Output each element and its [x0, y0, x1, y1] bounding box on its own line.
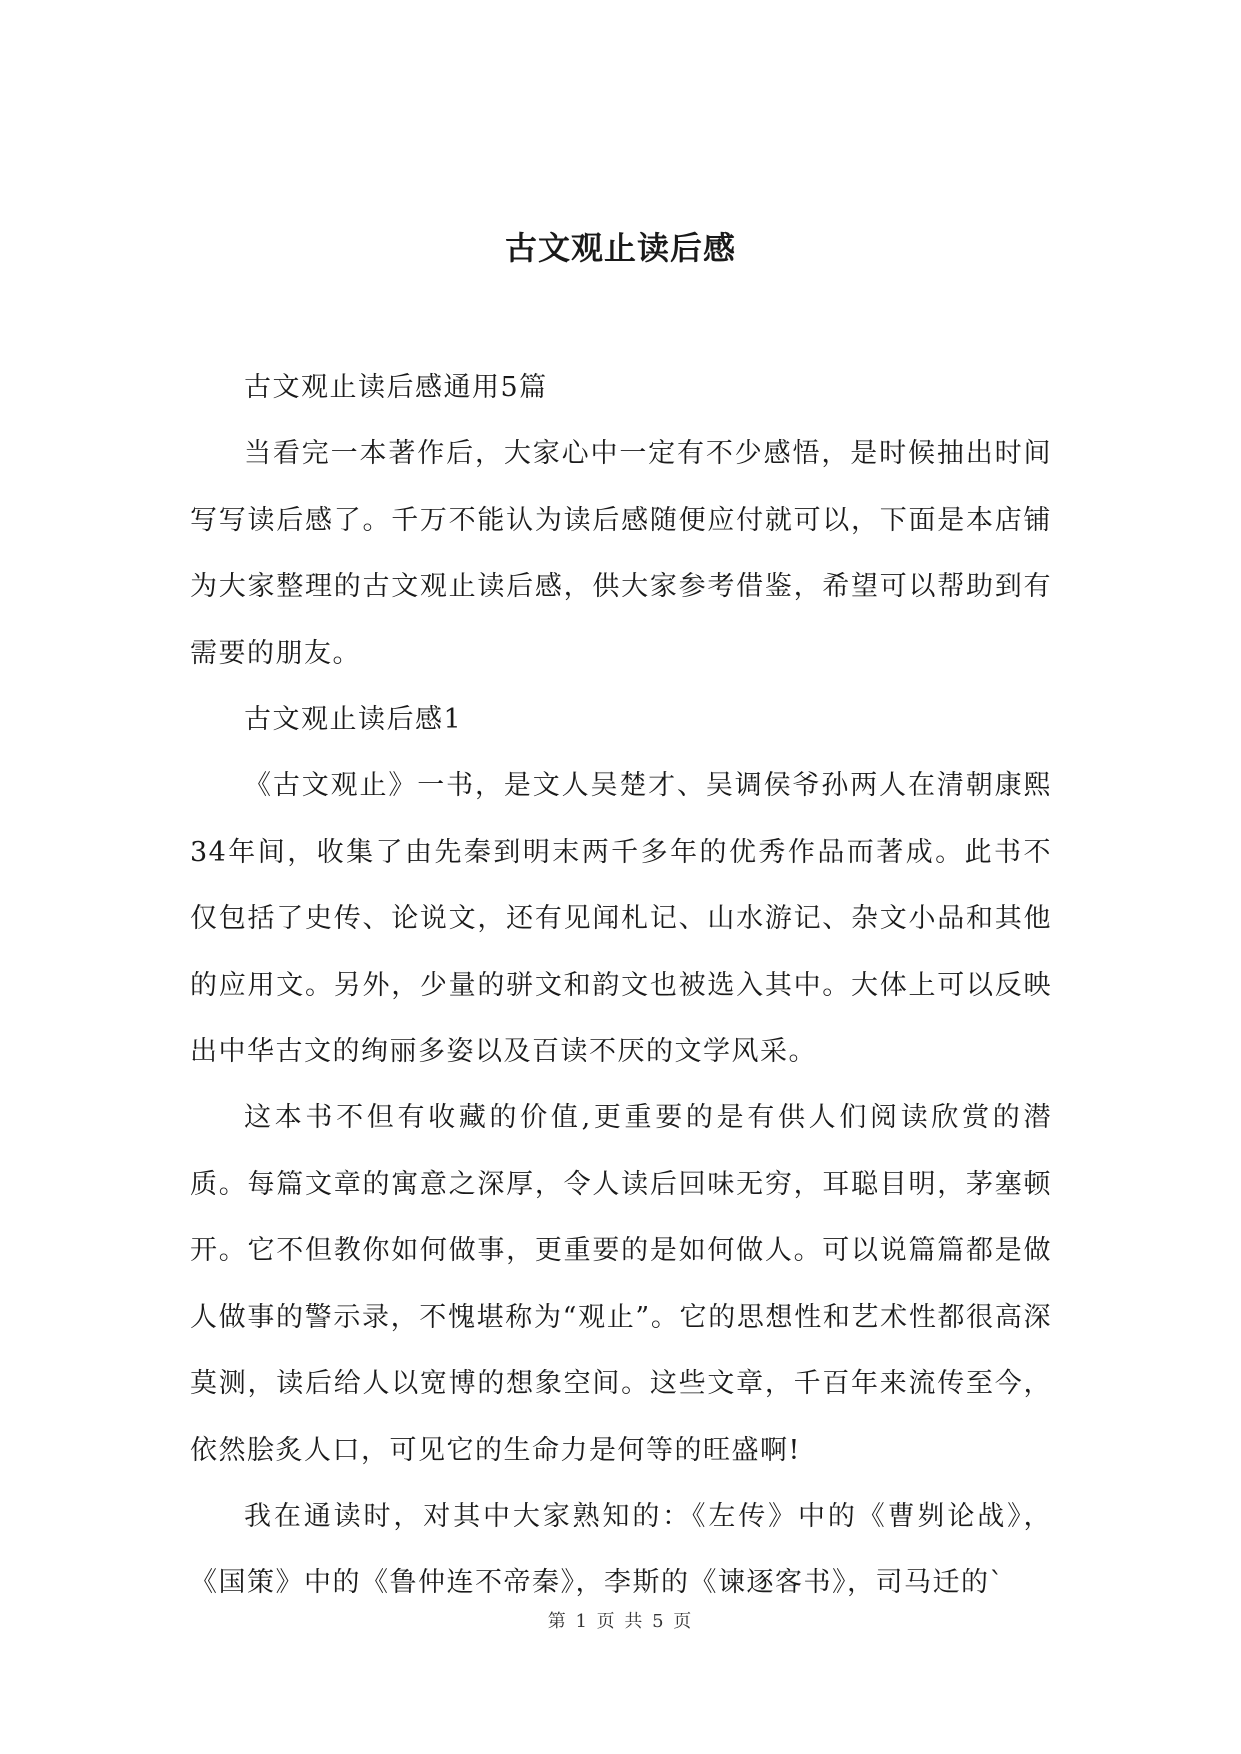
paragraph-body: 我在通读时，对其中大家熟知的：《左传》中的《曹刿论战》，《国策》中的《鲁仲连不帝秦》，李斯的《谏逐客书》，司马迁的` — [190, 1500, 1052, 1599]
paragraph-body: 这本书不但有收藏的价值,更重要的是有供人们阅读欣赏的潜质。每篇文章的寓意之深厚，令人读后回味无穷，耳聪目明，茅塞顿开。它不但教你如何做事，更重要的是如何做人。可以说篇篇都是做人做事的警示录，不愧堪称为“观止”。它的思想性和艺术性都很高深莫测，读后给人以宽博的想象空间。这些文章，千百年来流传至今，依然脍炙人口，可见它的生命力是何等的旺盛啊! — [190, 1102, 1052, 1466]
paragraph-intro: 当看完一本著作后，大家心中一定有不少感悟，是时候抽出时间写写读后感了。千万不能认为读后感随便应付就可以，下面是本店铺为大家整理的古文观止读后感，供大家参考借鉴，希望可以帮助到有需要的朋友。 — [190, 438, 1052, 669]
paragraph-body: 《古文观止》一书，是文人吴楚才、吴调侯爷孙两人在清朝康熙34年间，收集了由先秦到明末两千多年的优秀作品而著成。此书不仅包括了史传、论说文，还有见闻札记、山水游记、杂文小品和其他的应用文。另外，少量的骈文和韵文也被选入其中。大体上可以反映出中华古文的绚丽多姿以及百读不厌的文学风采。 — [190, 770, 1052, 1068]
document-title: 古文观止读后感 — [504, 229, 736, 267]
document-body — [190, 355, 1052, 1617]
paragraph-section-heading: 古文观止读后感1 — [244, 704, 463, 736]
paragraph-subtitle: 古文观止读后感通用5篇 — [244, 372, 548, 403]
page-number-footer: 第 1 页 共 5 页 — [547, 1611, 694, 1632]
